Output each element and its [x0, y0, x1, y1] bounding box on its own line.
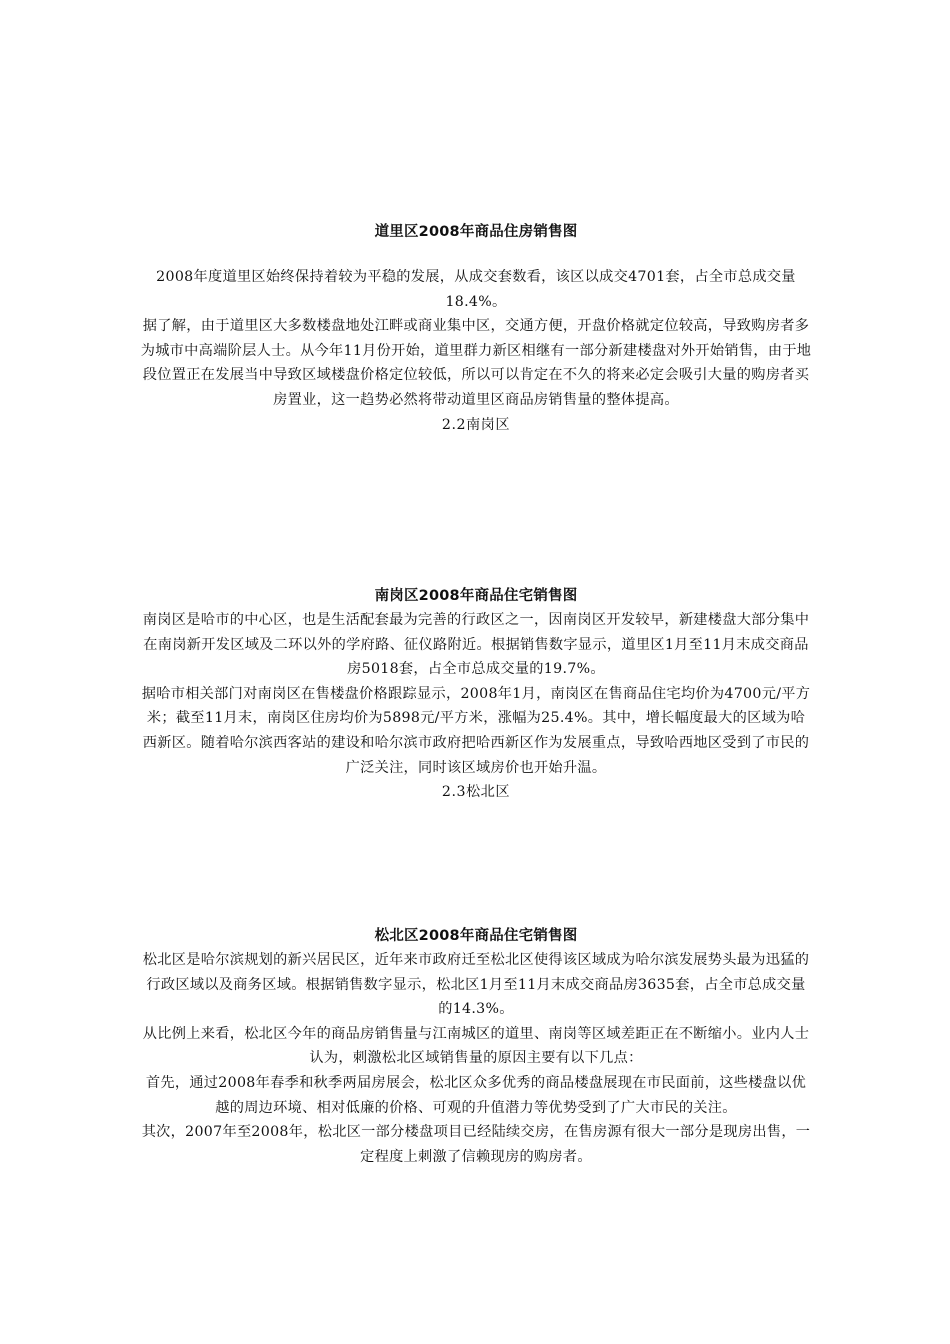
subsection-heading: 2.2南岗区 [441, 416, 511, 433]
section-songbei [140, 924, 812, 1169]
section-title: 道里区2008年商品住房销售图 [374, 224, 578, 240]
section-title: 松北区2008年商品住宅销售图 [374, 928, 578, 944]
paragraph: 松北区是哈尔滨规划的新兴居民区，近年来市政府迁至松北区使得该区域成为哈尔滨发展势头最为迅猛的行政区域以及商务区域。根据销售数字显示，松北区1月至11月末成交商品房3635套，占全市总成交量的14.3%。 [142, 952, 810, 1018]
section-title: 南岗区2008年商品住宅销售图 [374, 588, 578, 604]
section-daoli [140, 220, 812, 437]
paragraph: 据哈市相关部门对南岗区在售楼盘价格跟踪显示，2008年1月，南岗区在售商品住宅均价为4700元/平方米；截至11月末，南岗区住房均价为5898元/平方米，涨幅为25.4%。其中，增长幅度最大的区域为哈西新区。随着哈尔滨西客站的建设和哈尔滨市政府把哈西新区作为发展重点，导致哈西地区受到了市民的广泛关注，同时该区域房价也开始升温。 [141, 685, 811, 776]
paragraph: 从比例上来看，松北区今年的商品房销售量与江南城区的道里、南岗等区域差距正在不断缩小。业内人士认为，刺激松北区域销售量的原因主要有以下几点： [142, 1025, 810, 1067]
paragraph: 首先，通过2008年春季和秋季两届房展会，松北区众多优秀的商品楼盘展现在市民面前，这些楼盘以优越的周边环境、相对低廉的价格、可观的升值潜力等优势受到了广大市民的关注。 [145, 1074, 807, 1116]
paragraph: 其次，2007年至2008年，松北区一部分楼盘项目已经陆续交房，在售房源有很大一部分是现房出售，一定程度上刺激了信赖现房的购房者。 [141, 1124, 811, 1165]
subsection-heading: 2.3松北区 [441, 784, 511, 801]
paragraph: 2008年度道里区始终保持着较为平稳的发展，从成交套数看，该区以成交4701套，占全市总成交量18.4%。 [156, 269, 796, 310]
paragraph: 据了解，由于道里区大多数楼盘地处江畔或商业集中区，交通方便，开盘价格就定位较高，导致购房者多为城市中高端阶层人士。从今年11月份开始，道里群力新区相继有一部分新建楼盘对外开始销售，由于地段位置正在发展当中导致区域楼盘价格定位较低，所以可以肯定在不久的将来必定会吸引大量的购房者买房置业，这一趋势必然将带动道里区商品房销售量的整体提高。 [140, 318, 812, 408]
paragraph: 南岗区是哈市的中心区，也是生活配套最为完善的行政区之一，因南岗区开发较早，新建楼盘大部分集中在南岗新开发区域及二环以外的学府路、征仪路附近。根据销售数字显示，道里区1月至11月末成交商品房5018套，占全市总成交量的19.7%。 [142, 612, 810, 678]
section-nangang [140, 584, 812, 805]
